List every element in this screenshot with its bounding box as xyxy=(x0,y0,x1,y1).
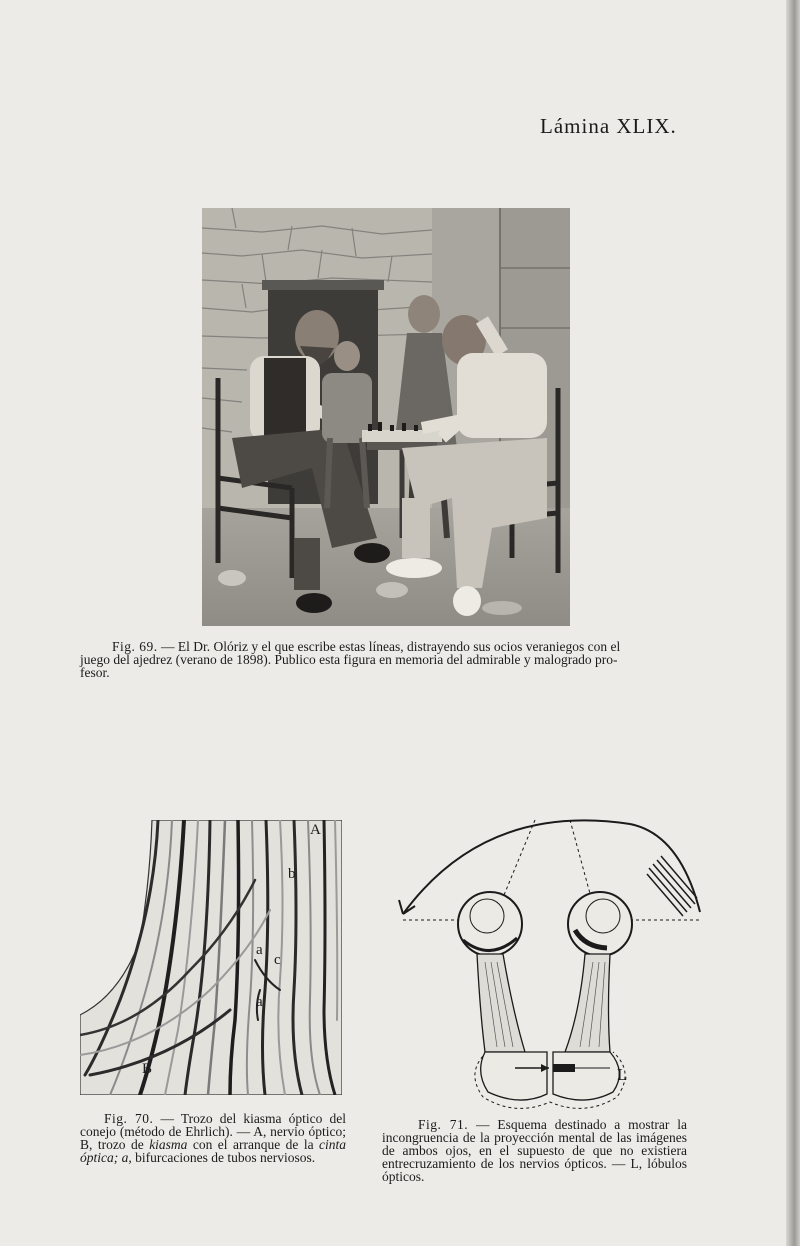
figure-70-label: Fig. 70. xyxy=(104,1111,154,1126)
figure-70-letter-A: A xyxy=(310,822,321,838)
figure-70-letter-b: b xyxy=(288,866,296,882)
figure-71-diagram xyxy=(385,812,715,1117)
figure-70-letter-a-upper: a xyxy=(256,942,263,958)
figure-70-letter-c: c xyxy=(274,952,281,968)
figure-71-label: Fig. 71. xyxy=(418,1117,469,1132)
figure-71-caption-text: — Esquema destinado a mostrar la incongruencia de la proyección mental de las imágenes de ambos ojos, en el supuesto de que no existiera entrecruzamiento de los nervios ópticos. — L, lóbulos ópticos. xyxy=(382,1117,688,1184)
optic-chiasm-illustration xyxy=(80,820,342,1095)
figure-69-caption-line3: fesor. xyxy=(80,665,110,680)
figure-70-caption xyxy=(80,1112,346,1164)
eye-projection-schema xyxy=(385,812,715,1117)
page-edge xyxy=(786,0,800,1246)
figure-70-caption-italic-2: cinta óptica; a, xyxy=(80,1137,346,1165)
figure-70-letter-B: B xyxy=(142,1061,153,1077)
figure-70-caption-text-2: con el arranque de la xyxy=(192,1137,314,1152)
figure-70-drawing xyxy=(80,820,342,1095)
figure-69-label: Fig. 69. xyxy=(112,639,158,654)
chess-photo-illustration xyxy=(202,208,570,626)
figure-69-caption-line2: juego del ajedrez (verano de 1898). Publico esta figura en memoria del admirable y malogrado pro- xyxy=(80,652,618,667)
figure-69-caption-line1: — El Dr. Olóriz y el que escribe estas líneas, distrayendo sus ocios veraniegos con el xyxy=(161,639,621,654)
plate-title: Lámina XLIX. xyxy=(540,114,677,138)
figure-70-caption-text-3: bifurcaciones de tubos nerviosos. xyxy=(135,1150,316,1165)
figure-70-letter-a-lower: a xyxy=(256,994,263,1010)
figure-69-photo xyxy=(202,208,570,626)
figure-71-caption xyxy=(382,1118,687,1183)
figure-70-caption-italic-1: kiasma xyxy=(149,1137,188,1152)
figure-69-caption xyxy=(80,640,705,679)
figure-70-caption-text-1: — Trozo del kiasma óptico del conejo (método de Ehrlich). — A, nervio óptico; B, trozo de xyxy=(80,1111,347,1152)
figure-71-letter-L: L xyxy=(617,1065,628,1084)
